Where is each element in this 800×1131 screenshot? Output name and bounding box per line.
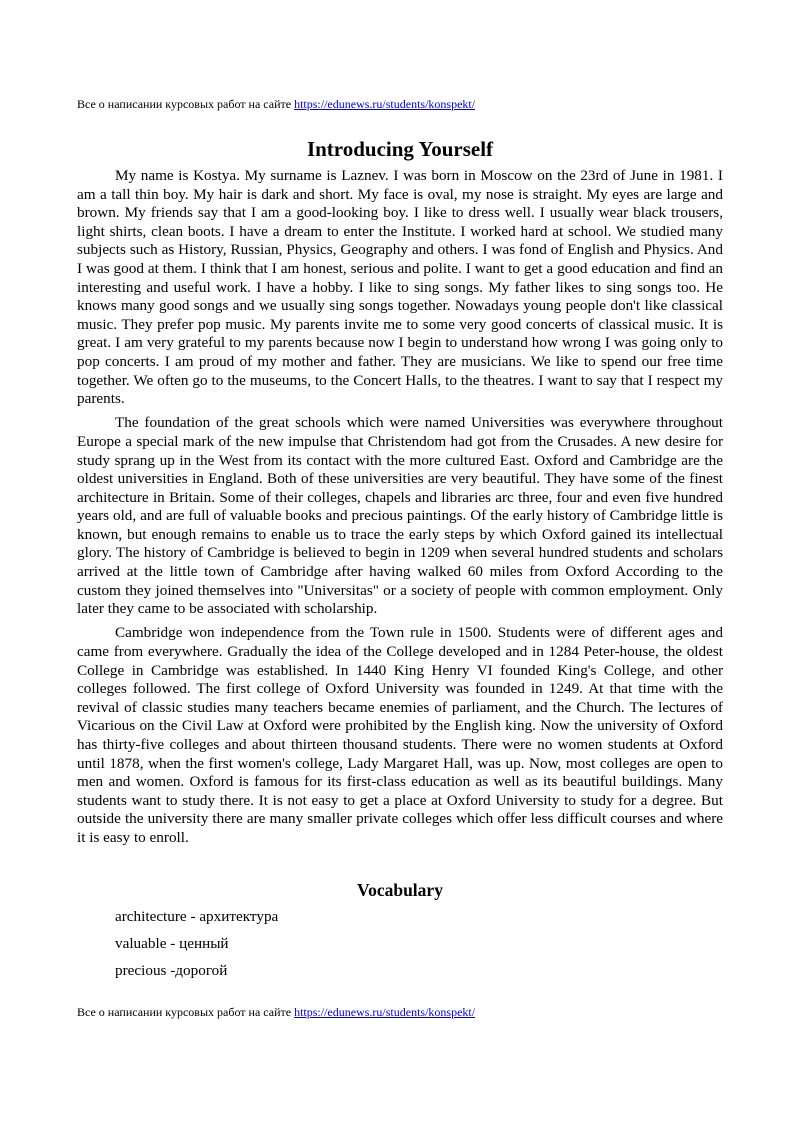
header-link[interactable]: https://edunews.ru/students/konspekt/ — [294, 97, 476, 111]
paragraph-universities: The foundation of the great schools which were named Universities was everywhere throughout Europe a special mark of the new impulse that Christendom had got from the Crusades. A new desire for study sprang up in the West from its contact with the more cultured East. Oxford and Cambridge are the oldest universities in England. Both of these universities are very beautiful. They have some of the finest architecture in Britain. Some of their colleges, chapels and libraries arc three, four and even five hundred years old, and are full of valuable books and precious paintings. Of the early history of Cambridge little is known, but enough remains to enable us to trace the early steps by which Oxford gained its intellectual glory. The history of Cambridge is believed to begin in 1209 when several hundred students and scholars arrived at the little town of Cambridge after having walked 60 miles from Oxford According to the custom they joined themselves into "Universitas" or a society of people with common employment. Only later they came to be associated with scholarship. — [77, 414, 723, 618]
footer-note — [77, 1005, 475, 1019]
header-note-text: Все о написании курсовых работ на сайте — [77, 97, 295, 111]
vocabulary-title: Vocabulary — [357, 880, 443, 900]
vocabulary-item: precious -дорогой — [115, 962, 228, 979]
vocabulary-list — [115, 908, 278, 989]
paragraph-cambridge-oxford: Cambridge won independence from the Town rule in 1500. Students were of different ages and came from everywhere. Gradually the idea of the College developed and in 1284 Peter-house, the oldest College in Cambridge was established. In 1440 King Henry VI founded King's College, and other colleges followed. The first college of Oxford University was founded in 1249. At that time with the revival of classic studies many teachers became enemies of parliament, and the Church. The lectures of Vicarious on the Civil Law at Oxford were prohibited by the English king. Now the university of Oxford has thirty-five colleges and about thirteen thousand students. There were no women students at Oxford until 1878, when the first women's college, Lady Margaret Hall, was up. Now, most colleges are open to men and women. Oxford is famous for its first-class education as well as its beautiful buildings. Many students want to study there. It is not easy to get a place at Oxford University to study for a degree. But outside the university there are many smaller private colleges which offer less difficult courses and where it is easy to enroll. — [77, 624, 723, 846]
footer-link[interactable]: https://edunews.ru/students/konspekt/ — [294, 1005, 476, 1019]
header-note — [77, 97, 475, 111]
vocabulary-item: valuable - ценный — [115, 935, 229, 952]
document-body — [77, 167, 723, 853]
document-title: Introducing Yourself — [306, 137, 494, 161]
footer-note-text: Все о написании курсовых работ на сайте — [77, 1005, 295, 1019]
vocabulary-item: architecture - архитектура — [115, 908, 279, 925]
paragraph-intro: My name is Kostya. My surname is Laznev. I was born in Moscow on the 23rd of June in 1981. I am a tall thin boy. My hair is dark and short. My face is oval, my nose is straight. My eyes are large and brown. My friends say that I am a good-looking boy. I like to dress well. I usually wear black trousers, light shirts, clean boots. I have a dream to enter the Institute. I worked hard at school. We studied many subjects such as History, Russian, Physics, Geography and others. I was fond of English and Physics. And I was good at them. I think that I am honest, serious and polite. I want to get a good education and find an interesting and useful work. I have a hobby. I like to sing songs. My father likes to sing songs too. He knows many good songs and we usually sing songs together. Nowadays young people don't like classical music. They prefer pop music. My parents invite me to some very good concerts of classical music. It is great. I am very grateful to my parents because now I begin to understand how wrong I was going only to pop concerts. I am proud of my mother and father. They are musicians. We like to spend our free time together. We often go to the museums, to the Concert Halls, to the theatres. I want to say that I respect my parents. — [77, 167, 723, 408]
